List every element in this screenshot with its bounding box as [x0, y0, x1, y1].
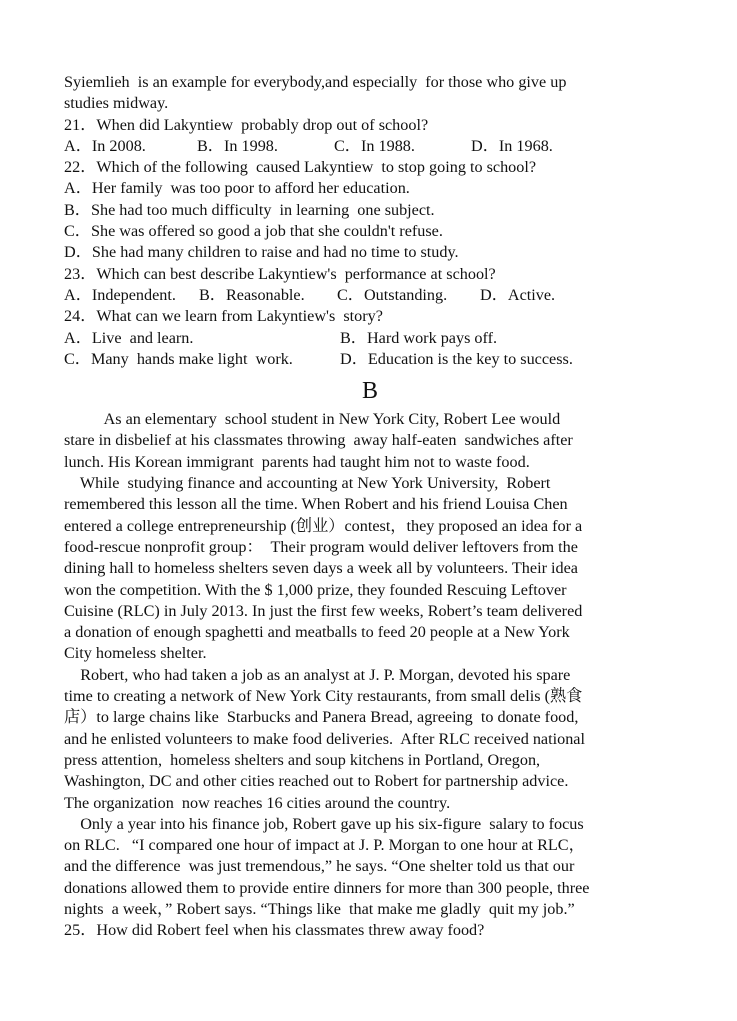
option-c: C．Many hands make light work.: [64, 349, 293, 368]
document-page: [64, 72, 676, 942]
passage-line: stare in disbelief at his classmates throwing away half-eaten sandwiches after: [64, 431, 573, 450]
passage-line: press attention, homeless shelters and soup kitchens in Portland, Oregon,: [64, 750, 541, 769]
passage-line: Robert, who had taken a job as an analyst at J. P. Morgan, devoted his spare: [64, 665, 571, 684]
question-23: 23．Which can best describe Lakyntiew's performance at school?: [64, 264, 496, 283]
passage-line: While studying finance and accounting at New York University, Robert: [64, 474, 551, 493]
passage-line: on RLC. “I compared one hour of impact at J. P. Morgan to one hour at RLC，: [64, 836, 585, 855]
passage-line: As an elementary school student in New York City, Robert Lee would: [64, 410, 561, 429]
passage-line: food-rescue nonprofit group： Their program would deliver leftovers from the: [64, 537, 578, 556]
option-b: B．Hard work pays off.: [340, 328, 498, 347]
passage-line: nights a week，” Robert says. “Things like that make me gladly quit my job.”: [64, 899, 575, 918]
passage-line: won the competition. With the $ 1,000 prize, they founded Rescuing Leftover: [64, 580, 567, 599]
option-d: D．Active.: [480, 285, 556, 304]
option-b: B．She had too much difficulty in learning one subject.: [64, 200, 435, 219]
option-b: B．In 1998.: [197, 136, 278, 155]
option-c: C．She was offered so good a job that she couldn't refuse.: [64, 222, 443, 241]
question-25: 25．How did Robert feel when his classmates threw away food?: [64, 921, 485, 940]
passage-b: [64, 409, 676, 920]
question-24: 24．What can we learn from Lakyntiew's story?: [64, 307, 383, 326]
passage-line: The organization now reaches 16 cities around the country.: [64, 793, 451, 812]
passage-line: Cuisine (RLC) in July 2013. In just the first few weeks, Robert’s team delivered: [64, 601, 583, 620]
passage-line: remembered this lesson all the time. When Robert and his friend Louisa Chen: [64, 495, 568, 514]
question-21-options: [64, 136, 676, 157]
option-a: A．Her family was too poor to afford her education.: [64, 179, 410, 198]
option-d: D．In 1968.: [471, 136, 553, 155]
passage-line: donations allowed them to provide entire dinners for more than 300 people, three: [64, 878, 590, 897]
option-b: B．Reasonable.: [199, 285, 305, 304]
passage-line: and he enlisted volunteers to make food deliveries. After RLC received national: [64, 729, 585, 748]
intro-line: studies midway.: [64, 94, 169, 113]
option-c: C．Outstanding.: [337, 285, 448, 304]
passage-line: a donation of enough spaghetti and meatballs to feed 20 people at a New York: [64, 623, 570, 642]
passage-line: Washington, DC and other cities reached out to Robert for partnership advice.: [64, 772, 569, 791]
option-c: C．In 1988.: [334, 136, 415, 155]
intro-line: Syiemlieh is an example for everybody,and especially for those who give up: [64, 73, 567, 91]
passage-line: City homeless shelter.: [64, 644, 207, 663]
option-d: D．Education is the key to success.: [340, 349, 573, 368]
option-d: D．She had many children to raise and had no time to study.: [64, 243, 459, 262]
question-24-options-row2: [64, 349, 676, 370]
question-23-options: [64, 285, 676, 306]
passage-line: dining hall to homeless shelters seven days a week all by volunteers. Their idea: [64, 559, 578, 578]
option-a: A．In 2008.: [64, 136, 146, 155]
passage-line: lunch. His Korean immigrant parents had taught him not to waste food.: [64, 452, 530, 471]
question-24-options-row1: [64, 328, 676, 349]
question-21: 21．When did Lakyntiew probably drop out of school?: [64, 115, 429, 134]
passage-line: Only a year into his finance job, Robert gave up his six-figure salary to focus: [64, 814, 584, 833]
passage-line: and the difference was just tremendous,” he says. “One shelter told us that our: [64, 857, 575, 876]
option-a: A．Independent.: [64, 285, 176, 304]
section-heading: B: [361, 378, 378, 405]
passage-line: 店）to large chains like Starbucks and Panera Bread, agreeing to donate food,: [64, 708, 579, 727]
question-22: 22．Which of the following caused Lakyntiew to stop going to school?: [64, 158, 537, 177]
option-a: A．Live and learn.: [64, 328, 194, 347]
passage-line: entered a college entrepreneurship (创业）contest，they proposed an idea for a: [64, 516, 583, 535]
passage-line: time to creating a network of New York City restaurants, from small delis (熟食: [64, 687, 583, 706]
